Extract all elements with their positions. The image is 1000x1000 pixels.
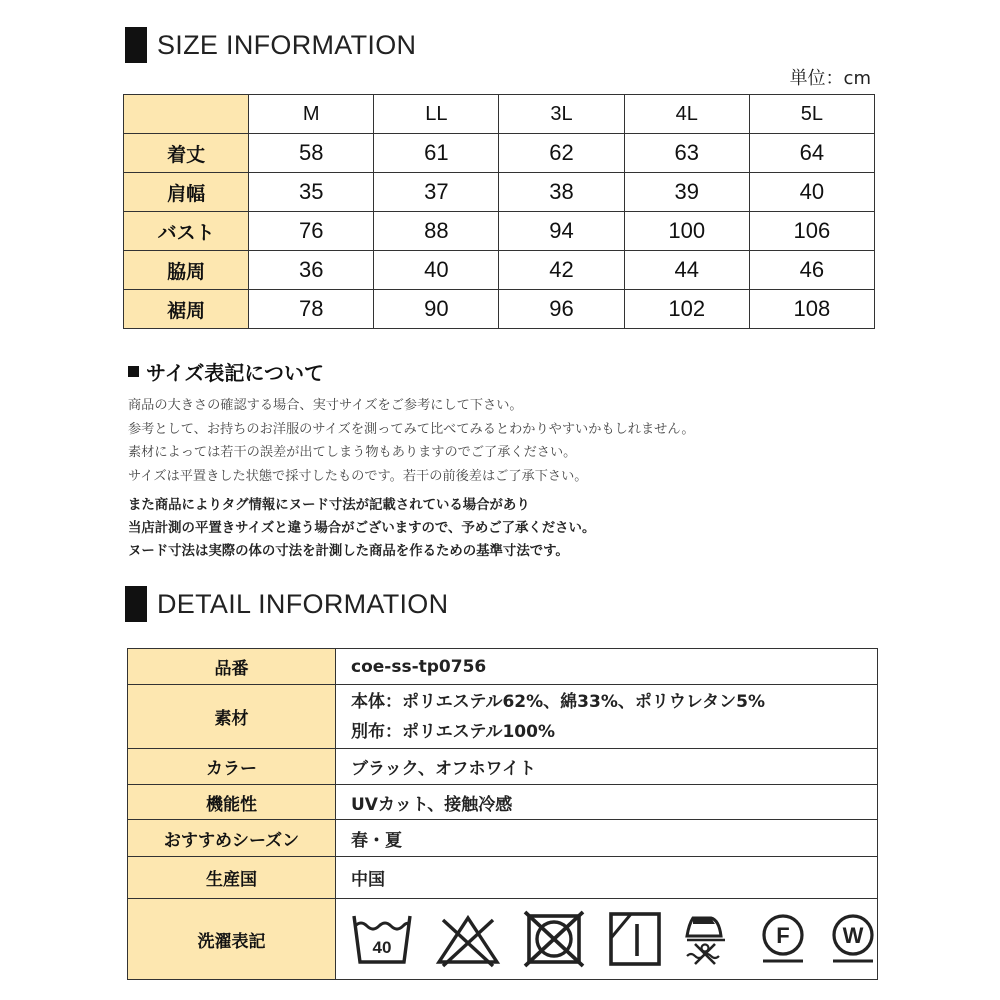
detail-label: 機能性	[128, 785, 336, 820]
table-cell: 38	[499, 173, 624, 212]
size-col-ll: LL	[374, 95, 499, 134]
table-cell: 40	[374, 251, 499, 290]
size-table	[123, 94, 875, 329]
table-cell: 96	[499, 290, 624, 329]
size-notes-heading	[128, 357, 888, 386]
nude-size-notes	[128, 494, 888, 563]
size-information-heading	[125, 27, 416, 63]
detail-row-color	[128, 749, 878, 785]
size-table-corner	[124, 95, 249, 134]
low-iron-icon	[685, 910, 737, 968]
note-line: 参考として、お持ちのお洋服のサイズを測ってみて比べてみるとわかりやすいかもしれません。	[128, 421, 695, 437]
detail-row-origin	[128, 857, 878, 899]
dry-clean-f-icon	[759, 910, 807, 968]
table-cell: 90	[374, 290, 499, 329]
detail-information-title: DETAIL INFORMATION	[157, 588, 449, 619]
table-cell: 46	[749, 251, 874, 290]
table-row	[124, 134, 875, 173]
table-cell: 100	[624, 212, 749, 251]
detail-value: UVカット、接触冷感	[336, 785, 878, 820]
table-cell: 61	[374, 134, 499, 173]
size-col-4l: 4L	[624, 95, 749, 134]
dry-clean-letter: F	[776, 923, 790, 948]
detail-value	[336, 899, 878, 980]
detail-label: 洗濯表記	[128, 899, 336, 980]
detail-row-product-number	[128, 649, 878, 685]
wash-40-icon	[351, 910, 413, 968]
detail-row-function	[128, 785, 878, 820]
detail-value	[336, 685, 878, 749]
table-cell: 62	[499, 134, 624, 173]
size-notes-title: サイズ表記について	[146, 361, 324, 385]
bold-note-line: ヌード寸法は実際の体の寸法を計測した商品を作るための基準寸法です。	[128, 544, 569, 559]
size-notes	[128, 357, 888, 563]
heading-bar	[125, 27, 147, 63]
table-row	[124, 251, 875, 290]
table-cell: 88	[374, 212, 499, 251]
size-col-5l: 5L	[749, 95, 874, 134]
line-dry-icon	[607, 910, 663, 968]
detail-label: おすすめシーズン	[128, 820, 336, 857]
detail-row-material	[128, 685, 878, 749]
table-cell: 58	[249, 134, 374, 173]
size-col-3l: 3L	[499, 95, 624, 134]
material-main: 本体：ポリエステル62%、綿33%、ポリウレタン5%	[351, 691, 766, 712]
square-bullet-icon	[128, 366, 139, 377]
table-cell: 78	[249, 290, 374, 329]
row-label-bust: バスト	[124, 212, 249, 251]
detail-value: 中国	[336, 857, 878, 899]
material-sub: 別布：ポリエステル100%	[351, 721, 555, 742]
note-line: 素材によっては若干の誤差が出てしまう物もありますのでご了承ください。	[128, 445, 577, 460]
table-cell: 108	[749, 290, 874, 329]
detail-row-season	[128, 820, 878, 857]
table-row	[124, 173, 875, 212]
table-row	[124, 290, 875, 329]
table-cell: 63	[624, 134, 749, 173]
table-cell: 64	[749, 134, 874, 173]
table-cell: 42	[499, 251, 624, 290]
size-table-header-row	[124, 95, 875, 134]
table-cell: 40	[749, 173, 874, 212]
row-label-shoulder: 肩幅	[124, 173, 249, 212]
row-label-armhole: 脇周	[124, 251, 249, 290]
care-symbols	[351, 910, 877, 968]
note-line: サイズは平置きした状態で採寸したものです。若干の前後差はご了承下さい。	[128, 468, 588, 484]
no-bleach-icon	[435, 910, 501, 968]
wet-clean-letter: W	[842, 923, 864, 948]
table-cell: 94	[499, 212, 624, 251]
detail-table	[127, 648, 878, 980]
wash-temperature: 40	[372, 938, 392, 957]
table-cell: 76	[249, 212, 374, 251]
detail-value: ブラック、オフホワイト	[336, 749, 878, 785]
row-label-length: 着丈	[124, 134, 249, 173]
note-line: 商品の大きさの確認する場合、実寸サイズをご参考にして下さい。	[128, 398, 523, 413]
detail-value: 春・夏	[336, 820, 878, 857]
table-row	[124, 212, 875, 251]
bold-note-line: また商品によりタグ情報にヌード寸法が記載されている場合があり	[128, 498, 530, 513]
no-tumble-dry-icon	[523, 910, 585, 968]
detail-label: 品番	[128, 649, 336, 685]
size-information-title: SIZE INFORMATION	[157, 29, 417, 60]
table-cell: 37	[374, 173, 499, 212]
wet-clean-w-icon	[829, 910, 877, 968]
table-cell: 35	[249, 173, 374, 212]
detail-row-care	[128, 899, 878, 980]
detail-label: 生産国	[128, 857, 336, 899]
bold-note-line: 当店計測の平置きサイズと違う場合がございますので、予めご了承ください。	[128, 521, 596, 536]
unit-label: 単位：cm	[789, 68, 871, 89]
heading-bar	[125, 586, 147, 622]
detail-information-heading	[125, 586, 448, 622]
row-label-hem: 裾周	[124, 290, 249, 329]
detail-value: coe-ss-tp0756	[336, 649, 878, 685]
detail-label: 素材	[128, 685, 336, 749]
table-cell: 102	[624, 290, 749, 329]
table-cell: 106	[749, 212, 874, 251]
detail-label: カラー	[128, 749, 336, 785]
table-cell: 36	[249, 251, 374, 290]
table-cell: 39	[624, 173, 749, 212]
table-cell: 44	[624, 251, 749, 290]
size-col-m: M	[249, 95, 374, 134]
